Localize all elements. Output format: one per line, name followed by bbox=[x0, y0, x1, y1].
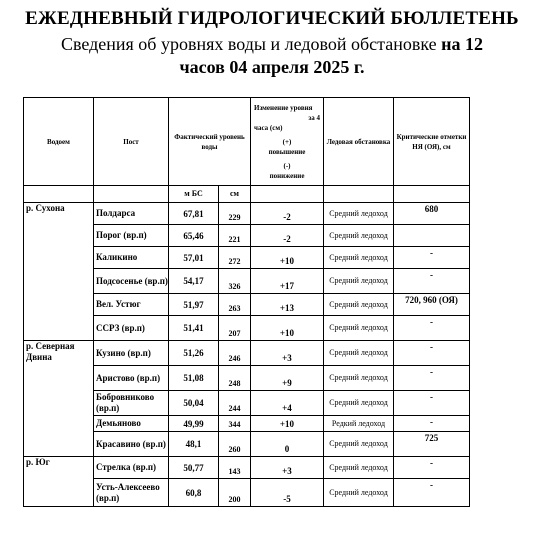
bulletin-subtitle bbox=[0, 33, 544, 79]
cell-ice: Средний ледоход bbox=[324, 457, 394, 479]
cell-change: -2 bbox=[251, 225, 324, 247]
cell-level-mbs: 51,08 bbox=[169, 366, 219, 391]
cell-level-mbs: 50,77 bbox=[169, 457, 219, 479]
cell-level-cm: 246 bbox=[219, 341, 251, 366]
cell-post: Демьяново bbox=[94, 416, 169, 432]
cell-ice: Средний ледоход bbox=[324, 432, 394, 457]
cell-critical: 720, 960 (ОЯ) bbox=[394, 294, 470, 316]
bulletin-title: ЕЖЕДНЕВНЫЙ ГИДРОЛОГИЧЕСКИЙ БЮЛЛЕТЕНЬ bbox=[25, 8, 519, 29]
cell-level-cm: 326 bbox=[219, 269, 251, 294]
cell-critical: 680 bbox=[394, 203, 470, 225]
unit-cm: см bbox=[219, 186, 251, 203]
cell-change: +10 bbox=[251, 316, 324, 341]
cell-level-mbs: 51,26 bbox=[169, 341, 219, 366]
cell-change: -5 bbox=[251, 479, 324, 507]
hydro-table bbox=[23, 97, 470, 507]
cell-critical: 725 bbox=[394, 432, 470, 457]
cell-ice: Средний ледоход bbox=[324, 366, 394, 391]
change-line4: (+) bbox=[282, 137, 292, 146]
cell-level-cm: 272 bbox=[219, 247, 251, 269]
subtitle-time-part1: на 12 bbox=[441, 34, 484, 54]
cell-change: -2 bbox=[251, 203, 324, 225]
header-critical: Критические отметки НЯ (ОЯ), см bbox=[394, 98, 470, 186]
change-line2: за 4 bbox=[308, 113, 320, 122]
cell-ice: Средний ледоход bbox=[324, 203, 394, 225]
cell-post: Стрелка (вр.п) bbox=[94, 457, 169, 479]
header-post: Пост bbox=[94, 98, 169, 186]
cell-critical: - bbox=[394, 316, 470, 341]
cell-level-mbs: 67,81 bbox=[169, 203, 219, 225]
header-change bbox=[251, 98, 324, 186]
cell-ice: Средний ледоход bbox=[324, 269, 394, 294]
cell-river: р. Сухона bbox=[24, 203, 94, 341]
table-row bbox=[24, 457, 470, 479]
cell-level-mbs: 54,17 bbox=[169, 269, 219, 294]
cell-level-cm: 143 bbox=[219, 457, 251, 479]
cell-river: р. Юг bbox=[24, 457, 94, 507]
cell-river: р. Северная Двина bbox=[24, 341, 94, 457]
header-actual-level: Фактический уровень воды bbox=[169, 98, 251, 186]
cell-level-cm: 200 bbox=[219, 479, 251, 507]
unit-empty-3 bbox=[251, 186, 324, 203]
cell-critical: - bbox=[394, 366, 470, 391]
cell-change: +4 bbox=[251, 391, 324, 416]
subtitle-text: Сведения об уровнях воды и ледовой обстановке bbox=[60, 34, 437, 54]
cell-post: Усть-Алексеево (вр.п) bbox=[94, 479, 169, 507]
table-row bbox=[24, 203, 470, 225]
cell-level-mbs: 57,01 bbox=[169, 247, 219, 269]
cell-post: Аристово (вр.п) bbox=[94, 366, 169, 391]
cell-post: Кузино (вр.п) bbox=[94, 341, 169, 366]
subtitle-time-part2: часов 04 апреля 2025 г. bbox=[179, 57, 365, 77]
cell-change: 0 bbox=[251, 432, 324, 457]
cell-ice: Средний ледоход bbox=[324, 247, 394, 269]
change-line6: (-) bbox=[283, 161, 291, 170]
cell-change: +9 bbox=[251, 366, 324, 391]
cell-level-cm: 344 bbox=[219, 416, 251, 432]
cell-post: Порог (вр.п) bbox=[94, 225, 169, 247]
cell-post: ССРЗ (вр.п) bbox=[94, 316, 169, 341]
change-line5: повышение bbox=[268, 147, 306, 156]
unit-empty-1 bbox=[24, 186, 94, 203]
cell-level-mbs: 50,04 bbox=[169, 391, 219, 416]
cell-level-mbs: 51,97 bbox=[169, 294, 219, 316]
cell-critical: - bbox=[394, 269, 470, 294]
cell-post: Вел. Устюг bbox=[94, 294, 169, 316]
cell-level-cm: 260 bbox=[219, 432, 251, 457]
cell-post: Подсосенье (вр.п) bbox=[94, 269, 169, 294]
unit-empty-5 bbox=[394, 186, 470, 203]
cell-level-mbs: 49,99 bbox=[169, 416, 219, 432]
cell-critical: - bbox=[394, 247, 470, 269]
cell-level-cm: 221 bbox=[219, 225, 251, 247]
cell-level-cm: 263 bbox=[219, 294, 251, 316]
cell-level-mbs: 51,41 bbox=[169, 316, 219, 341]
cell-change: +13 bbox=[251, 294, 324, 316]
cell-change: +3 bbox=[251, 457, 324, 479]
cell-critical: - bbox=[394, 457, 470, 479]
cell-level-mbs: 48,1 bbox=[169, 432, 219, 457]
cell-change: +17 bbox=[251, 269, 324, 294]
change-line7: понижение bbox=[269, 171, 305, 180]
cell-ice: Редкий ледоход bbox=[324, 416, 394, 432]
cell-level-cm: 207 bbox=[219, 316, 251, 341]
cell-critical: - bbox=[394, 391, 470, 416]
cell-ice: Средний ледоход bbox=[324, 225, 394, 247]
cell-ice: Средний ледоход bbox=[324, 294, 394, 316]
unit-empty-4 bbox=[324, 186, 394, 203]
cell-critical: - bbox=[394, 479, 470, 507]
cell-level-cm: 244 bbox=[219, 391, 251, 416]
change-line1: Изменение уровня bbox=[254, 103, 313, 112]
cell-post: Полдарса bbox=[94, 203, 169, 225]
header-waterbody: Водоем bbox=[24, 98, 94, 186]
cell-level-cm: 248 bbox=[219, 366, 251, 391]
cell-post: Бобровниково (вр.п) bbox=[94, 391, 169, 416]
unit-empty-2 bbox=[94, 186, 169, 203]
cell-post: Красавино (вр.п) bbox=[94, 432, 169, 457]
cell-level-mbs: 60,8 bbox=[169, 479, 219, 507]
cell-change: +3 bbox=[251, 341, 324, 366]
cell-ice: Средний ледоход bbox=[324, 391, 394, 416]
cell-ice: Средний ледоход bbox=[324, 479, 394, 507]
header-ice: Ледовая обстановка bbox=[324, 98, 394, 186]
unit-mbs: м БС bbox=[169, 186, 219, 203]
cell-change: +10 bbox=[251, 247, 324, 269]
cell-ice: Средний ледоход bbox=[324, 341, 394, 366]
cell-level-mbs: 65,46 bbox=[169, 225, 219, 247]
cell-level-cm: 229 bbox=[219, 203, 251, 225]
cell-change: +10 bbox=[251, 416, 324, 432]
cell-post: Каликино bbox=[94, 247, 169, 269]
cell-ice: Средний ледоход bbox=[324, 316, 394, 341]
change-line3: часа (см) bbox=[254, 123, 283, 132]
cell-critical bbox=[394, 225, 470, 247]
cell-critical: - bbox=[394, 341, 470, 366]
table-row bbox=[24, 341, 470, 366]
cell-critical: - bbox=[394, 416, 470, 432]
